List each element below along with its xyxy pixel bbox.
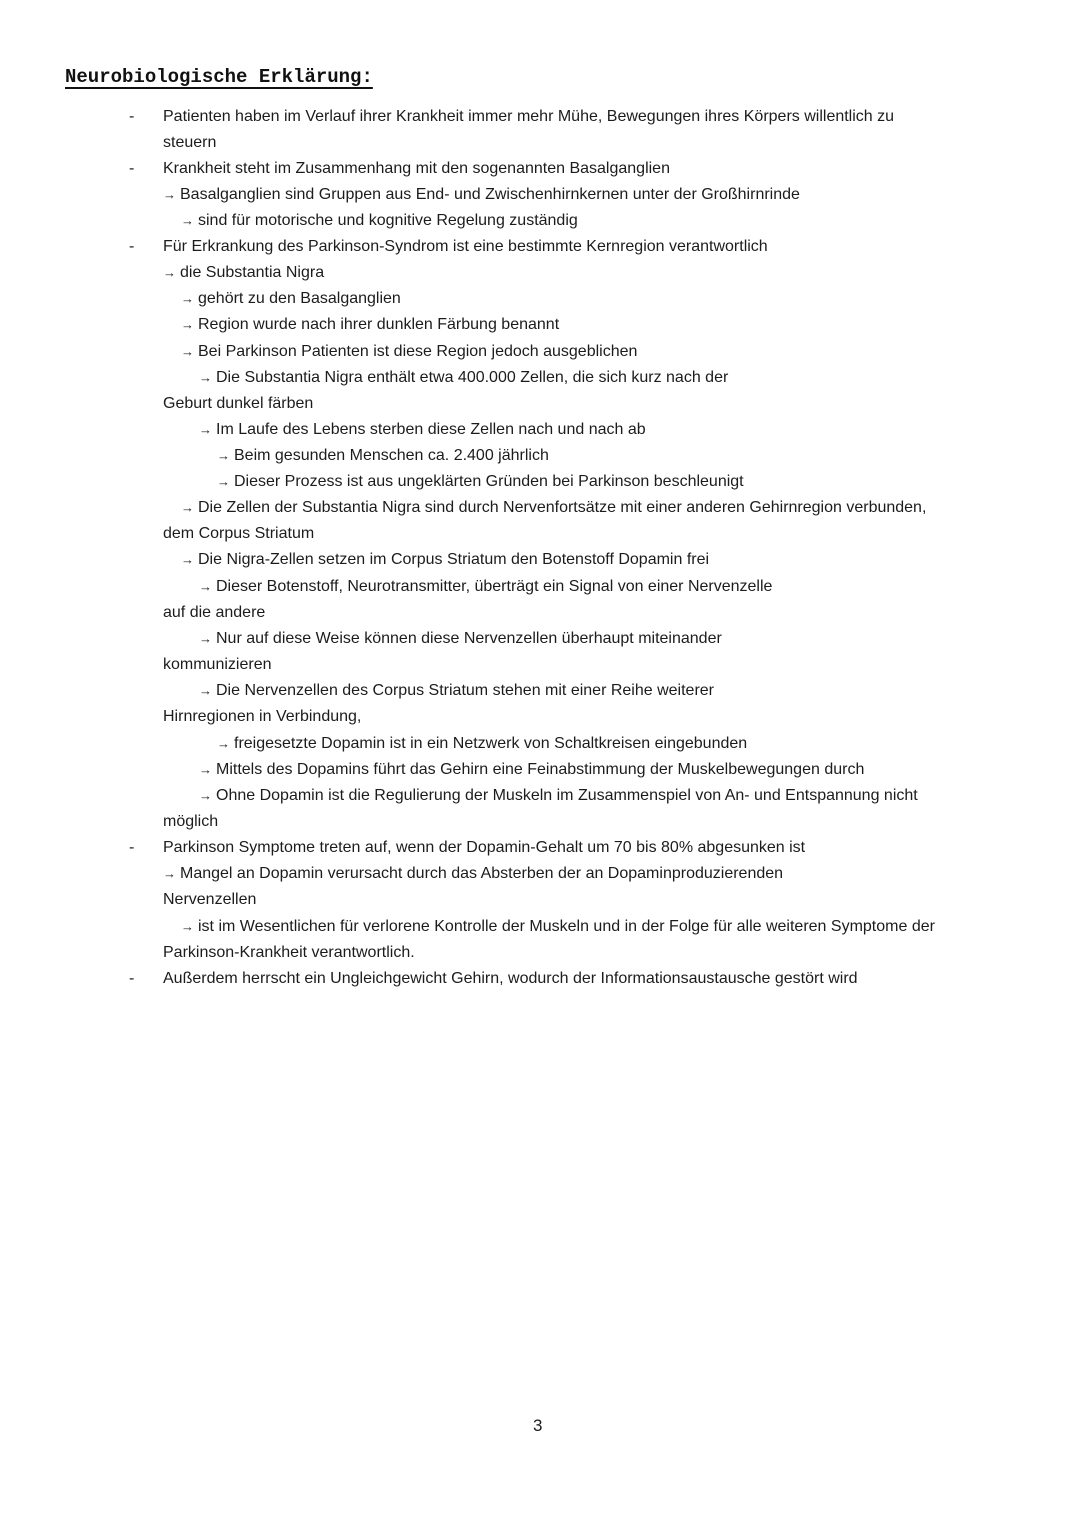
text-line: Parkinson Symptome treten auf, wenn der Dopamin-Gehalt um 70 bis 80% abgesunken ist (163, 839, 806, 856)
text-line: → Basalganglien sind Gruppen aus End- und Zwischenhirnkernen unter der Großhirnrinde (163, 184, 800, 206)
arrow-icon: → (163, 866, 176, 881)
arrow-icon: → (181, 291, 194, 306)
text-line: → ist im Wesentlichen für verlorene Kontrolle der Muskeln und in der Folge für alle weiteren Symptome der (181, 916, 935, 938)
text-line: steuern (163, 134, 217, 151)
arrow-icon: → (181, 317, 194, 332)
text-line: kommunizieren (163, 656, 272, 673)
text-line: → Die Nigra-Zellen setzen im Corpus Striatum den Botenstoff Dopamin frei (181, 549, 709, 571)
text-line: → Dieser Prozess ist aus ungeklärten Gründen bei Parkinson beschleunigt (217, 471, 744, 493)
arrow-icon: → (217, 474, 230, 489)
arrow-icon: → (163, 187, 176, 202)
text-line: → Mittels des Dopamins führt das Gehirn eine Feinabstimmung der Muskelbewegungen durch (199, 759, 864, 781)
text-line: Krankheit steht im Zusammenhang mit den sogenannten Basalganglien (163, 160, 670, 177)
page-number: 3 (533, 1416, 543, 1435)
bullet-marker: - (129, 160, 135, 177)
text-line: Geburt dunkel färben (163, 395, 314, 412)
text-line: → Nur auf diese Weise können diese Nervenzellen überhaupt miteinander (199, 628, 722, 650)
page-heading: Neurobiologische Erklärung: (65, 66, 373, 88)
text-line: → Im Laufe des Lebens sterben diese Zellen nach und nach ab (199, 419, 646, 441)
text-line: auf die andere (163, 604, 266, 621)
text-line: möglich (163, 813, 219, 830)
text-line: → Ohne Dopamin ist die Regulierung der Muskeln im Zusammenspiel von An- und Entspannung nicht (199, 785, 918, 807)
text-line: → Die Substantia Nigra enthält etwa 400.000 Zellen, die sich kurz nach der (199, 367, 728, 389)
arrow-icon: → (199, 370, 212, 385)
text-line: → die Substantia Nigra (163, 262, 324, 284)
text-line: → Dieser Botenstoff, Neurotransmitter, überträgt ein Signal von einer Nervenzelle (199, 576, 772, 598)
arrow-icon: → (181, 213, 194, 228)
text-line: → Die Zellen der Substantia Nigra sind durch Nervenfortsätze mit einer anderen Gehirnregion verbunden, (181, 497, 926, 519)
text-line: Nervenzellen (163, 891, 257, 908)
text-line: → Beim gesunden Menschen ca. 2.400 jährlich (217, 445, 549, 467)
text-line: dem Corpus Striatum (163, 525, 315, 542)
arrow-icon: → (181, 344, 194, 359)
text-line: Parkinson-Krankheit verantwortlich. (163, 944, 415, 961)
arrow-icon: → (199, 579, 212, 594)
arrow-icon: → (163, 265, 176, 280)
arrow-icon: → (181, 919, 194, 934)
arrow-icon: → (199, 788, 212, 803)
text-line: → Die Nervenzellen des Corpus Striatum stehen mit einer Reihe weiterer (199, 680, 714, 702)
text-line: → Bei Parkinson Patienten ist diese Region jedoch ausgeblichen (181, 341, 637, 363)
bullet-marker: - (129, 970, 135, 987)
text-line: → gehört zu den Basalganglien (181, 288, 401, 310)
text-line: Außerdem herrscht ein Ungleichgewicht Gehirn, wodurch der Informationsaustausche gestört wird (163, 970, 858, 987)
text-line: Für Erkrankung des Parkinson-Syndrom ist eine bestimmte Kernregion verantwortlich (163, 238, 768, 255)
text-line: Patienten haben im Verlauf ihrer Krankheit immer mehr Mühe, Bewegungen ihres Körpers willentlich zu (163, 108, 895, 125)
text-line: → freigesetzte Dopamin ist in ein Netzwerk von Schaltkreisen eingebunden (217, 733, 747, 755)
bullet-marker: - (129, 108, 135, 125)
text-line: → Region wurde nach ihrer dunklen Färbung benannt (181, 314, 559, 336)
arrow-icon: → (199, 762, 212, 777)
arrow-icon: → (181, 500, 194, 515)
arrow-icon: → (199, 683, 212, 698)
text-line: → Mangel an Dopamin verursacht durch das Absterben der an Dopaminproduzierenden (163, 863, 783, 885)
bullet-marker: - (129, 839, 135, 856)
arrow-icon: → (217, 448, 230, 463)
arrow-icon: → (199, 631, 212, 646)
arrow-icon: → (181, 552, 194, 567)
bullet-marker: - (129, 238, 135, 255)
text-line: → sind für motorische und kognitive Regelung zuständig (181, 210, 578, 232)
text-line: Hirnregionen in Verbindung, (163, 708, 362, 725)
arrow-icon: → (217, 736, 230, 751)
arrow-icon: → (199, 422, 212, 437)
